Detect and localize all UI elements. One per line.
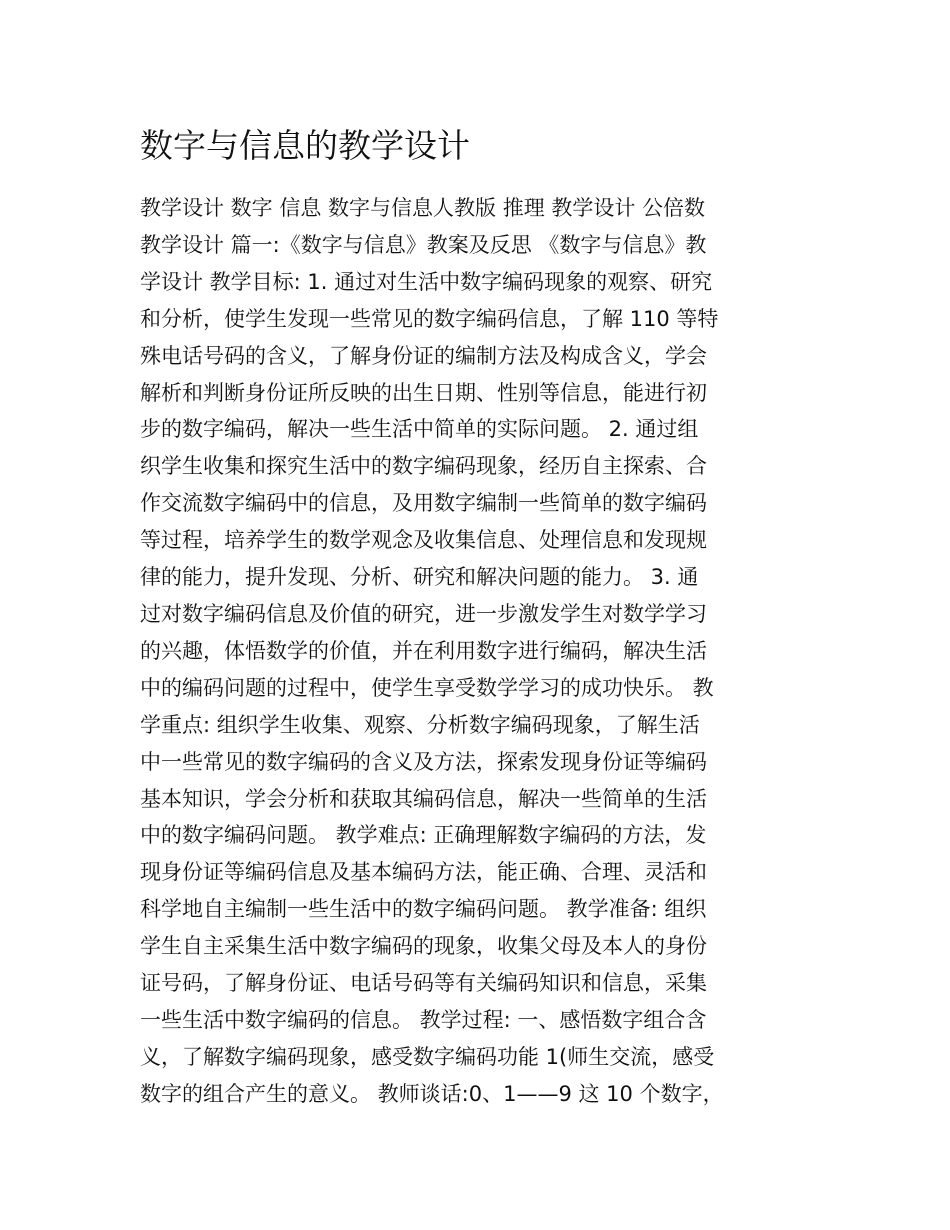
body-line: 织学生收集和探究生活中的数字编码现象，经历自主探索、合 <box>140 454 707 479</box>
body-line: 的兴趣，体悟数学的价值，并在利用数字进行编码，解决生活 <box>140 638 707 663</box>
document-title: 数字与信息的教学设计 <box>140 126 470 165</box>
body-line: 义，了解数字编码现象，感受数字编码功能 1(师生交流，感受 <box>140 1044 715 1069</box>
body-line: 基本知识，学会分析和获取其编码信息，解决一些简单的生活 <box>140 786 707 811</box>
body-line: 中的数字编码问题。 教学难点: 正确理解数字编码的方法，发 <box>140 823 707 848</box>
body-line: 中的编码问题的过程中，使学生享受数学学习的成功快乐。 教 <box>140 675 714 700</box>
body-line: 作交流数字编码中的信息，及用数字编制一些简单的数字编码 <box>140 491 707 516</box>
body-line: 中一些常见的数字编码的含义及方法，探索发现身份证等编码 <box>140 749 707 774</box>
document-body <box>140 190 820 1113</box>
body-line: 证号码，了解身份证、电话号码等有关编码知识和信息，采集 <box>140 971 707 996</box>
body-line: 学重点: 组织学生收集、观察、分析数字编码现象，了解生活 <box>140 712 700 737</box>
body-line: 殊电话号码的含义，了解身份证的编制方法及构成含义，学会 <box>140 343 707 368</box>
body-line: 数字的组合产生的意义。 教师谈话:0、1——9 这 10 个数字， <box>140 1081 724 1106</box>
body-line: 科学地自主编制一些生活中的数字编码问题。 教学准备: 组织 <box>140 897 707 922</box>
body-line: 学生自主采集生活中数字编码的现象，收集父母及本人的身份 <box>140 934 707 959</box>
body-line: 和分析，使学生发现一些常见的数字编码信息，了解 110 等特 <box>140 306 719 331</box>
body-line: 步的数字编码，解决一些生活中简单的实际问题。 2. 通过组 <box>140 417 699 442</box>
body-line: 等过程，培养学生的数学观念及收集信息、处理信息和发现规 <box>140 528 707 553</box>
body-line: 现身份证等编码信息及基本编码方法，能正确、合理、灵活和 <box>140 860 707 885</box>
body-line: 过对数字编码信息及价值的研究，进一步激发学生对数学学习 <box>140 601 707 626</box>
body-line: 解析和判断身份证所反映的出生日期、性别等信息，能进行初 <box>140 380 707 405</box>
body-line: 学设计 教学目标: 1. 通过对生活中数字编码现象的观察、研究 <box>140 269 713 294</box>
body-line: 教学设计 篇一:《数字与信息》教案及反思 《数字与信息》教 <box>140 232 707 257</box>
body-line: 教学设计 数字 信息 数字与信息人教版 推理 教学设计 公倍数 <box>140 196 706 220</box>
body-line: 律的能力，提升发现、分析、研究和解决问题的能力。 3. 通 <box>140 565 699 590</box>
body-line: 一些生活中数字编码的信息。 教学过程: 一、感悟数字组合含 <box>140 1007 707 1032</box>
